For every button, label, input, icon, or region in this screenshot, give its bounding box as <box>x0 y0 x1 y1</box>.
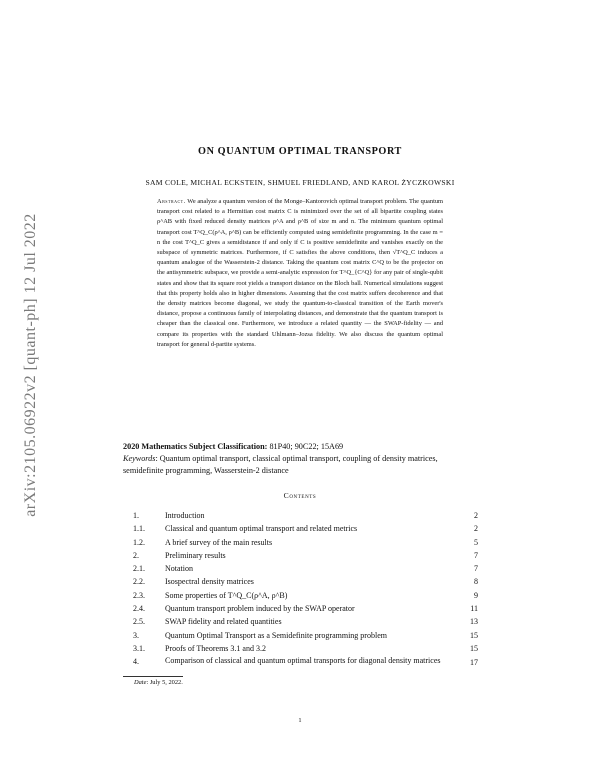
footnote-divider <box>123 676 183 677</box>
toc-entry-page: 9 <box>474 590 478 600</box>
keywords: Keywords: Quantum optimal transport, classical optimal transport, coupling of density matrices, semidefinite programming, Wasserstein-2 distance <box>123 454 438 475</box>
footnote-label: Date <box>134 679 147 686</box>
toc-entry-title: Classical and quantum optimal transport and related metrics <box>165 524 358 534</box>
toc-entry[interactable] <box>123 629 478 642</box>
toc-entry[interactable] <box>123 602 478 615</box>
toc-entry-title: Proofs of Theorems 3.1 and 3.2 <box>165 643 266 653</box>
toc-entry-title: Comparison of classical and quantum optimal transports for diagonal density matrices <box>165 656 441 666</box>
msc-classification <box>123 441 478 452</box>
abstract-heading: Abstract. <box>157 198 186 205</box>
toc-entry-number: 1.1. <box>133 524 145 534</box>
toc-entry[interactable] <box>123 642 478 655</box>
toc-entry-number: 2.5. <box>133 617 145 627</box>
toc-entry-title: A brief survey of the main results <box>165 537 273 547</box>
toc-entry-title: Notation <box>165 564 193 574</box>
toc-entry[interactable] <box>123 549 478 562</box>
date-footnote: Date: July 5, 2022. <box>134 679 183 686</box>
toc-entry-page: 2 <box>474 524 478 534</box>
keywords-label: Keywords <box>123 454 156 463</box>
arxiv-identifier-text: arXiv:2105.06922v2 [quant-ph] 12 Jul 2022 <box>22 213 40 517</box>
toc-entry[interactable] <box>123 655 478 668</box>
paper-title: ON QUANTUM OPTIMAL TRANSPORT <box>198 146 402 157</box>
toc-entry-number: 2.1. <box>133 564 145 574</box>
toc-entry-title: Quantum transport problem induced by the SWAP operator <box>165 604 355 614</box>
toc-entry-page: 2 <box>474 511 478 520</box>
toc-entry-page: 15 <box>470 643 478 653</box>
msc-label: 2020 Mathematics Subject Classification: <box>123 442 268 451</box>
toc-entry[interactable] <box>123 575 478 588</box>
toc-entry-title: Preliminary results <box>165 550 226 560</box>
abstract <box>157 197 443 350</box>
footnote-value: July 5, 2022. <box>149 679 183 686</box>
toc-entry-number: 2. <box>133 550 139 560</box>
page-number: 1 <box>298 717 302 724</box>
toc-entry-number: 2.2. <box>133 577 145 587</box>
toc-entry-page: 8 <box>474 577 478 587</box>
toc-entry[interactable] <box>123 509 478 522</box>
toc-entry-number: 3. <box>133 630 139 640</box>
abstract-text: We analyze a quantum version of the Monge–Kantorovich optimal transport problem. The quantum transport cost related to a Hermitian cost matrix C is minimized over the set of all bipartite coupling states ρ^AB with fixed reduced density matrices ρ^A and ρ^B of size m and n. The minimum quantum optimal transport cost T^Q_C(ρ^A, ρ^B) can be efficiently computed using semidefinite programming. In the case m = n the cost T^Q_C gives a semidistance if and only if C is positive semidefinite and vanishes exactly on the subspace of symmetric matrices. Furthermore, if C satisfies the above conditions, then √T^Q_C induces a quantum analogue of the Wasserstein-2 distance. Taking the quantum cost matrix C^Q to be the projector on the antisymmetric subspace, we provide a semi-analytic expression for T^Q_{C^Q} for any pair of single-qubit states and show that its square root yields a transport distance on the Bloch ball. Numerical simulations suggest that this property holds also in higher dimensions. Assuming that the cost matrix suffers decoherence and that the density matrices become diagonal, we study the quantum-to-classical transition of the Earth mover's distance, propose a continuous family of interpolating distances, and demonstrate that the quantum transport is cheaper than the classical one. Furthermore, we introduce a related quantity — the SWAP-fidelity — and compare its properties with the standard Uhlmann–Jozsa fidelity. We also discuss the quantum optimal transport for general d-partite systems. <box>157 198 444 348</box>
toc-entry-title: Quantum Optimal Transport as a Semidefinite programming problem <box>165 630 387 640</box>
contents-heading: Contents <box>283 491 317 500</box>
toc-entry-page: 7 <box>474 550 478 560</box>
toc-entry-title: SWAP fidelity and related quantities <box>165 617 282 627</box>
toc-entry-number: 1. <box>133 511 139 520</box>
toc-entry[interactable] <box>123 522 478 535</box>
toc-entry-title: Isospectral density matrices <box>165 577 254 587</box>
toc-entry-number: 2.3. <box>133 590 145 600</box>
toc-entry-number: 2.4. <box>133 604 145 614</box>
toc-entry-page: 13 <box>470 617 478 627</box>
msc-value: 81P40; 90C22; 15A69 <box>269 442 344 451</box>
toc-entry-number: 1.2. <box>133 537 145 547</box>
table-of-contents <box>123 509 478 669</box>
keywords-value: Quantum optimal transport, classical optimal transport, coupling of density matrices, semidefinite programming, Wasserstein-2 distance <box>123 454 438 475</box>
toc-entry-page: 7 <box>474 564 478 574</box>
author-list: SAM COLE, MICHAL ECKSTEIN, SHMUEL FRIEDLAND, AND KAROL ŻYCZKOWSKI <box>145 178 455 187</box>
toc-entry-title: Some properties of T^Q_C(ρ^A, ρ^B) <box>165 590 288 600</box>
toc-entry-number: 3.1. <box>133 643 145 653</box>
toc-entry[interactable] <box>123 589 478 602</box>
toc-entry-page: 15 <box>470 630 478 640</box>
toc-entry[interactable] <box>123 615 478 628</box>
toc-entry-title: Introduction <box>165 511 205 520</box>
toc-entry-number: 4. <box>133 657 139 667</box>
toc-entry[interactable] <box>123 562 478 575</box>
toc-entry[interactable] <box>123 536 478 549</box>
toc-entry-page: 17 <box>470 657 478 667</box>
toc-entry-page: 11 <box>470 604 478 614</box>
toc-entry-page: 5 <box>474 537 478 547</box>
